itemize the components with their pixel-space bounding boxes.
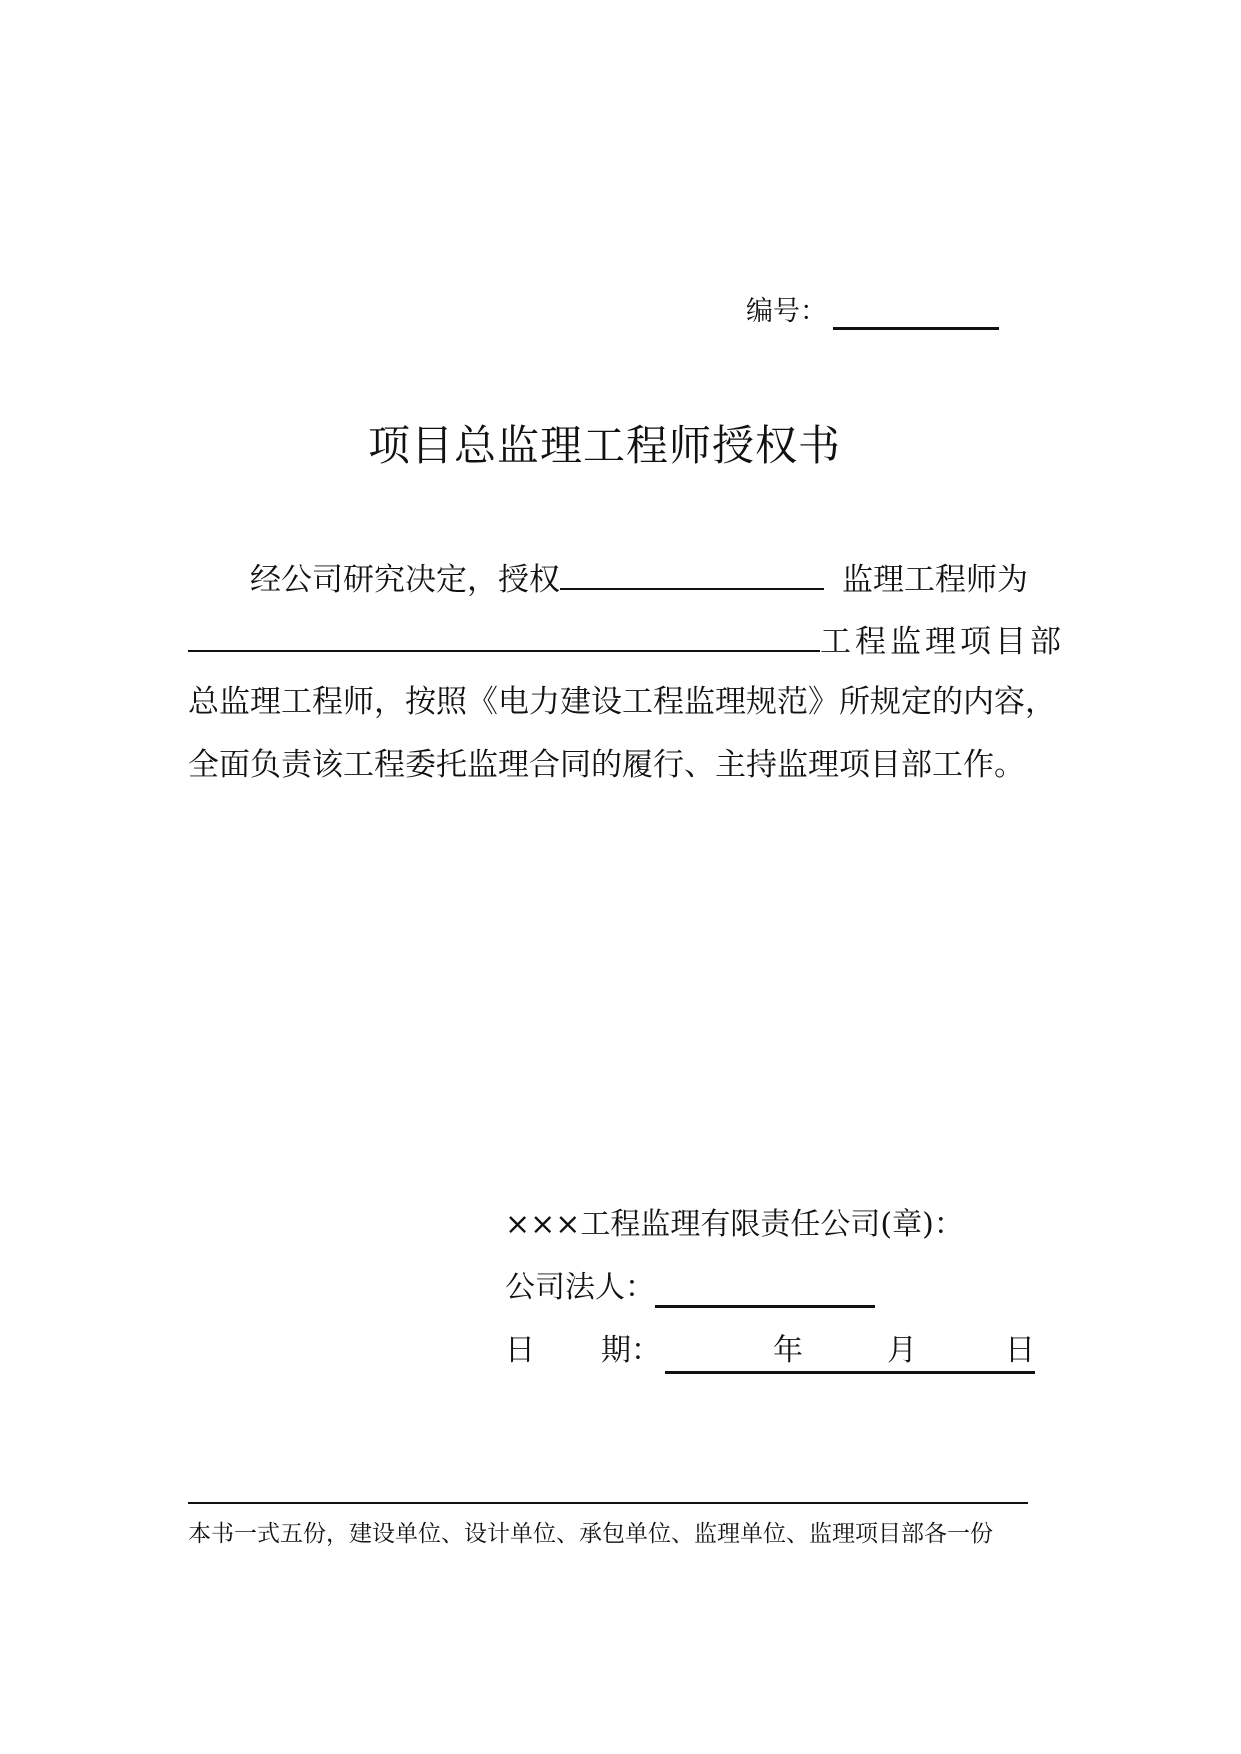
project-name-blank [188,620,820,652]
body-line-3: 总监理工程师，按照《电力建设工程监理规范》所规定的内容， [188,684,1056,720]
serial-number-blank [833,299,999,330]
body-line-1-prefix: 经公司研究决定，授权 [250,562,560,598]
date-label-period-char: 期： [601,1333,661,1368]
document-title: 项目总监理工程师授权书 [368,421,842,470]
body-line-2-suffix: 工程监理项目部 [820,624,1065,660]
body-line-1 [250,558,1028,600]
date-year: 年 [773,1333,803,1368]
company-seal-line: ×××工程监理有限责任公司(章)： [505,1207,964,1242]
legal-person-line [505,1268,875,1308]
serial-number-field [746,294,999,330]
body-line-4: 全面负责该工程委托监理合同的履行、主持监理项目部工作。 [188,747,1025,783]
date-label-day-char: 日 [505,1333,535,1368]
legal-person-label: 公司法人： [505,1270,655,1305]
footer-divider [188,1502,1028,1504]
body-line-2 [188,620,1065,662]
engineer-name-blank [560,558,824,590]
date-line [505,1331,1035,1374]
legal-person-blank [655,1275,875,1308]
body-line-1-suffix: 监理工程师为 [842,562,1028,598]
serial-number-label: 编号： [746,296,827,327]
date-blank [665,1331,1035,1374]
footer-note: 本书一式五份，建设单位、设计单位、承包单位、监理单位、监理项目部各一份 [188,1521,993,1547]
date-month: 月 [887,1333,917,1368]
date-day: 日 [1005,1333,1035,1368]
